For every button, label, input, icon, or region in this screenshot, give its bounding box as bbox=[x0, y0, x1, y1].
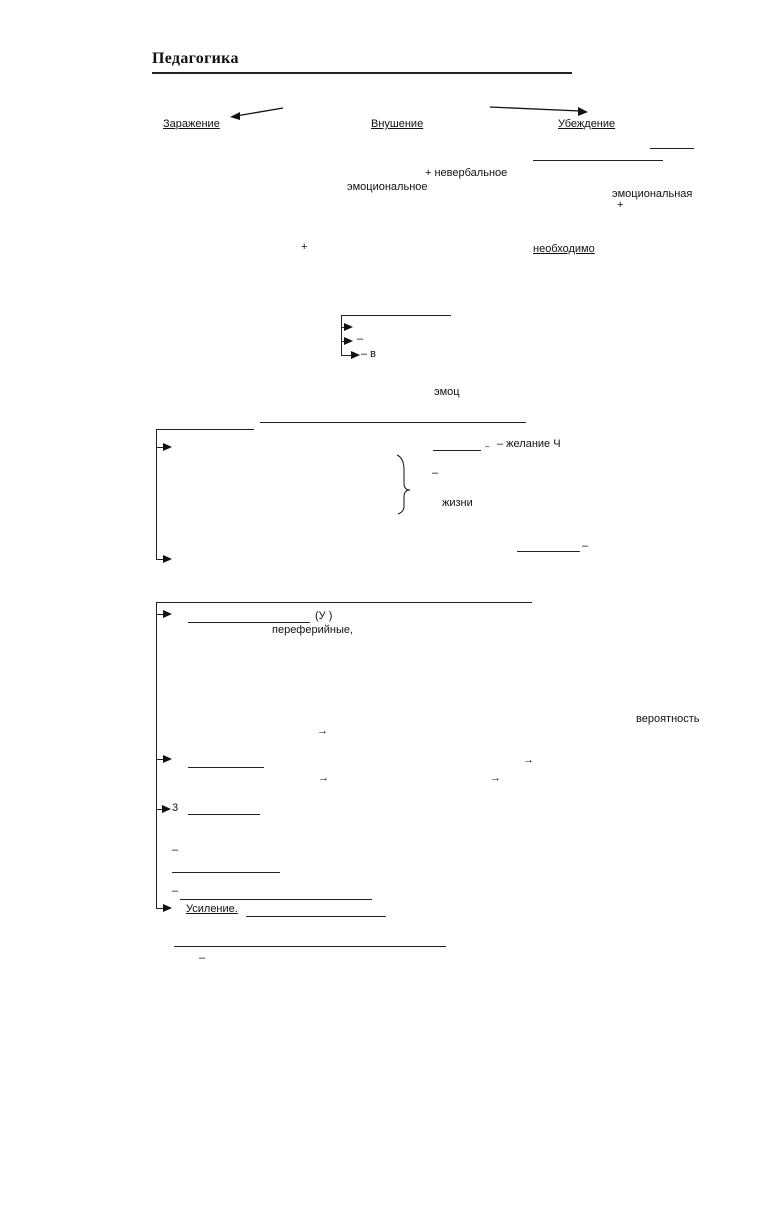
blank-line bbox=[188, 622, 310, 623]
bracket-left bbox=[156, 429, 157, 560]
branch-dash: – bbox=[357, 333, 364, 345]
note-probability: вероятность bbox=[636, 713, 700, 725]
bracket-top-2 bbox=[156, 602, 532, 603]
note-peripheral: переферийные, bbox=[272, 624, 354, 636]
note-plus-left: + bbox=[301, 241, 308, 253]
note-emotional: эмоциональное bbox=[347, 181, 428, 193]
bracket-left-2 bbox=[156, 602, 157, 909]
branch-arrow bbox=[351, 351, 360, 359]
page-title: Педагогика bbox=[152, 50, 239, 67]
note-lower-dash: – bbox=[582, 540, 589, 552]
blank-line bbox=[517, 551, 580, 552]
note-desire: – желание Ч bbox=[497, 438, 561, 450]
branch-trunk bbox=[341, 315, 342, 355]
note-emotional-right: эмоциональная bbox=[612, 188, 693, 200]
blank-line bbox=[172, 872, 280, 873]
note-desire-dash: – bbox=[485, 442, 490, 451]
blank-line bbox=[533, 160, 663, 161]
bracket-arrow bbox=[163, 610, 172, 618]
bracket-arrow bbox=[163, 443, 172, 451]
implies-arrow: → bbox=[317, 725, 328, 737]
bracket-arrow bbox=[162, 805, 171, 813]
bracket-arrow bbox=[163, 755, 172, 763]
term-infection: Заражение bbox=[163, 118, 220, 130]
note-dash-a: – bbox=[172, 844, 179, 856]
note-plus-right: + bbox=[617, 199, 624, 211]
implies-arrow: → bbox=[318, 772, 329, 784]
note-nonverbal: + невербальное bbox=[425, 167, 508, 179]
branch-arrow bbox=[344, 323, 353, 331]
implies-arrow: → bbox=[523, 754, 534, 766]
note-amplification: Усиление. bbox=[186, 903, 238, 915]
note-emoc: эмоц bbox=[434, 386, 460, 398]
bracket-arrow bbox=[163, 904, 172, 912]
note-u-mark: (У ) bbox=[315, 610, 333, 622]
blank-line bbox=[180, 899, 372, 900]
implies-arrow: → bbox=[490, 772, 501, 784]
blank-line bbox=[433, 450, 481, 451]
blank-line bbox=[246, 916, 386, 917]
blank-line bbox=[188, 767, 264, 768]
bracket-top bbox=[156, 429, 254, 430]
note-dash-b: – bbox=[172, 885, 179, 897]
blank-line bbox=[188, 814, 260, 815]
blank-line bbox=[174, 946, 446, 947]
term-suggestion: Внушение bbox=[371, 118, 424, 130]
bracket-arrow bbox=[163, 555, 172, 563]
brace-dash: – bbox=[432, 467, 439, 479]
term-persuasion: Убеждение bbox=[558, 118, 616, 130]
branch-dash-v: – в bbox=[361, 348, 377, 360]
blank-line bbox=[650, 148, 694, 149]
branch-arrow bbox=[344, 337, 353, 345]
note-three: 3 bbox=[172, 802, 179, 814]
note-necessary: необходимо bbox=[533, 243, 595, 255]
blank-line bbox=[260, 422, 526, 423]
branch-top-line bbox=[341, 315, 451, 316]
note-life: жизни bbox=[442, 497, 473, 509]
note-final-dash: – bbox=[199, 952, 206, 964]
